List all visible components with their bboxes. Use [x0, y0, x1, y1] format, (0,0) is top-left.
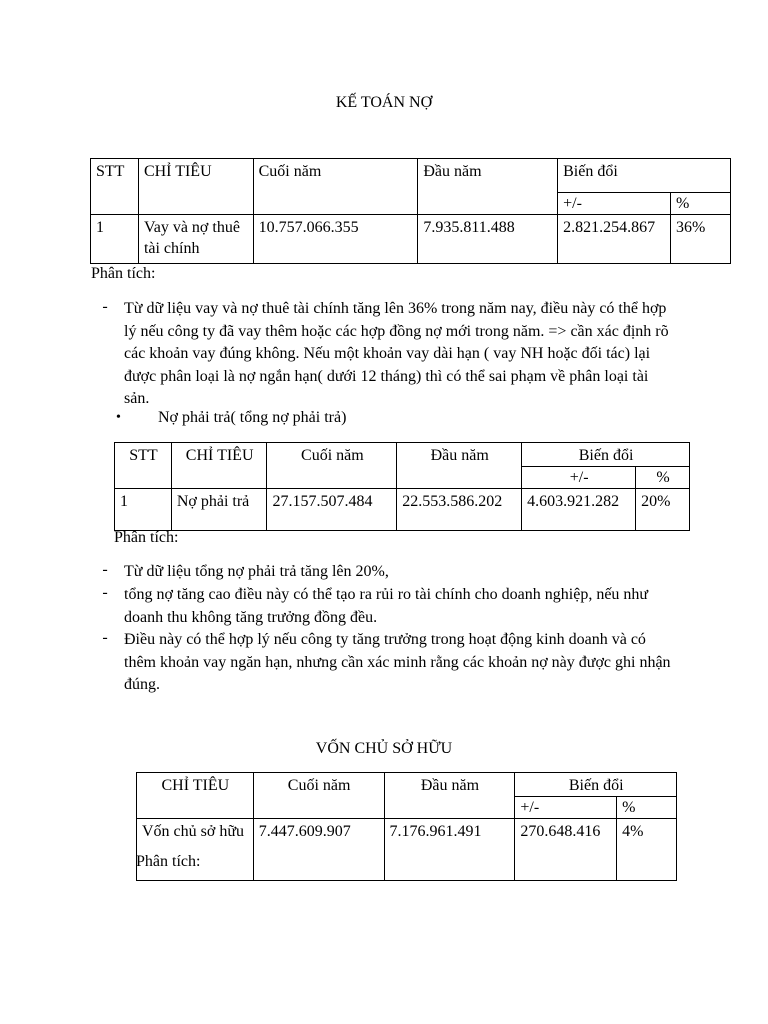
equity-table [136, 772, 677, 881]
section-title-ke-toan-no: KẾ TOÁN NỢ [335, 94, 433, 111]
header-stt: STT [91, 159, 139, 215]
dash-bullet: - [102, 561, 108, 578]
cell-chi-tieu: Nợ phải trả [171, 489, 267, 531]
header-dau-nam: Đầu năm [384, 773, 515, 819]
section-title-von-chu-so-huu: VỐN CHỦ SỞ HỮU [315, 740, 453, 757]
analysis-label: Phân tích: [114, 529, 179, 546]
cell-cuoi-nam: 10.757.066.355 [253, 215, 418, 264]
header-chi-tieu: CHỈ TIÊU [137, 773, 254, 819]
analysis-label: Phân tích: [136, 853, 201, 870]
payables-table [114, 442, 690, 531]
header-dau-nam: Đầu năm [418, 159, 558, 215]
header-bien-doi: Biến đổi [522, 443, 690, 467]
header-percent: % [671, 193, 731, 215]
header-cuoi-nam: Cuối năm [253, 773, 384, 819]
cell-chi-tieu: Vay và nợ thuê tài chính [138, 215, 253, 264]
header-percent: % [617, 797, 677, 819]
header-chi-tieu: CHỈ TIÊU [171, 443, 267, 489]
cell-stt: 1 [115, 489, 172, 531]
bullet-dot: • [116, 410, 121, 425]
cell-plus-minus: 2.821.254.867 [558, 215, 671, 264]
cell-stt: 1 [91, 215, 139, 264]
analysis-label: Phân tích: [91, 265, 156, 282]
dash-bullet: - [102, 629, 108, 646]
header-plus-minus: +/- [515, 797, 617, 819]
header-chi-tieu: CHỈ TIÊU [138, 159, 253, 215]
loan-table [90, 158, 731, 264]
header-stt: STT [115, 443, 172, 489]
analysis-paragraph: Từ dữ liệu vay và nợ thuê tài chính tăng lên 36% trong năm nay, điều này có thể hợp lý nếu công ty đã vay thêm hoặc các hợp đồng nợ mới trong năm. => cần xác định rõ các khoản vay đúng không. Nếu một khoản vay dài hạn ( vay NH hoặc đối tác) lại được phân loại là nợ ngắn hạn( dưới 12 tháng) thì có thể sai phạm về phân loại tài sản. [124, 300, 669, 407]
dash-bullet: - [102, 584, 108, 601]
header-cuoi-nam: Cuối năm [253, 159, 418, 215]
header-percent: % [636, 467, 690, 489]
header-plus-minus: +/- [558, 193, 671, 215]
cell-chi-tieu: Vốn chủ sở hữu [137, 819, 254, 881]
cell-percent: 36% [671, 215, 731, 264]
cell-percent: 20% [636, 489, 690, 531]
cell-cuoi-nam: 7.447.609.907 [253, 819, 384, 881]
analysis-paragraph: Điều này có thể hợp lý nếu công ty tăng trưởng trong hoạt động kinh doanh và có thêm khoản vay ngăn hạn, nhưng cần xác minh rằng các khoản nợ này được ghi nhận đúng. [124, 631, 671, 693]
analysis-paragraph: Từ dữ liệu tổng nợ phải trả tăng lên 20%, [124, 563, 389, 580]
cell-plus-minus: 270.648.416 [515, 819, 617, 881]
cell-percent: 4% [617, 819, 677, 881]
header-bien-doi: Biến đổi [515, 773, 677, 797]
analysis-paragraph: tổng nợ tăng cao điều này có thể tạo ra rủi ro tài chính cho doanh nghiệp, nếu như doanh thu không tăng trưởng đồng đều. [124, 586, 649, 626]
cell-dau-nam: 7.176.961.491 [384, 819, 515, 881]
header-cuoi-nam: Cuối năm [267, 443, 397, 489]
dash-bullet: - [102, 298, 108, 315]
cell-cuoi-nam: 27.157.507.484 [267, 489, 397, 531]
subsection-title: Nợ phải trả( tổng nợ phải trả) [158, 409, 347, 426]
cell-plus-minus: 4.603.921.282 [522, 489, 636, 531]
header-plus-minus: +/- [522, 467, 636, 489]
cell-dau-nam: 7.935.811.488 [418, 215, 558, 264]
header-bien-doi: Biến đổi [558, 159, 731, 193]
cell-dau-nam: 22.553.586.202 [397, 489, 522, 531]
header-dau-nam: Đầu năm [397, 443, 522, 489]
